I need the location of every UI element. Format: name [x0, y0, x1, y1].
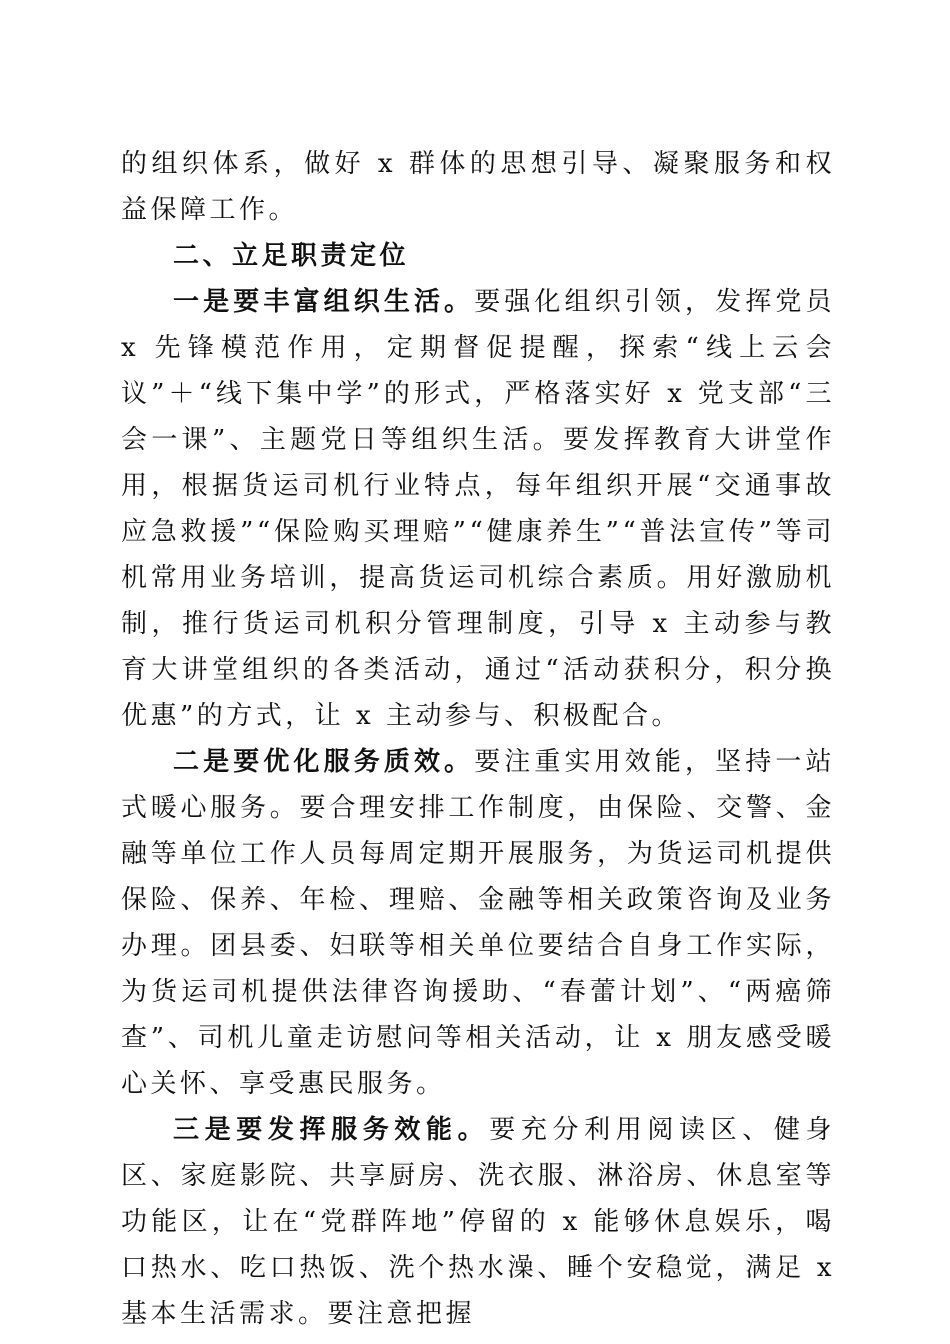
section-heading: 二、立足职责定位	[173, 241, 410, 271]
paragraph-lead: 二是要优化服务质效。	[173, 747, 475, 777]
document-body	[121, 141, 835, 1337]
paragraph-lead: 一是要丰富组织生活。	[173, 287, 475, 317]
body-paragraph-1	[121, 279, 835, 739]
paragraph-text: 要充分利用阅读区、健身区、家庭影院、共享厨房、洗衣服、淋浴房、休息室等功能区，让在“党群阵地”停留的 x 能够休息娱乐，喝口热水、吃口热饭、洗个热水澡、睡个安稳觉，满足 x 基本生活需求。要注意把握	[121, 1115, 835, 1329]
body-paragraph-2	[121, 739, 835, 1107]
body-paragraph-3	[121, 1107, 835, 1337]
continuation-paragraph: 的组织体系，做好 x 群体的思想引导、凝聚服务和权益保障工作。	[121, 149, 835, 225]
paragraph-lead: 三是要发挥服务效能。	[173, 1115, 490, 1145]
paragraph-text: 要注重实用效能，坚持一站式暖心服务。要合理安排工作制度，由保险、交警、金融等单位工作人员每周定期开展服务，为货运司机提供保险、保养、年检、理赔、金融等相关政策咨询及业务办理。团县委、妇联等相关单位要结合自身工作实际，为货运司机提供法律咨询援助、“春蕾计划”、“两癌筛查”、司机儿童走访慰问等相关活动，让 x 朋友感受暖心关怀、享受惠民服务。	[121, 747, 835, 1099]
paragraph-text: 要强化组织引领，发挥党员 x 先锋模范作用，定期督促提醒，探索“线上云会议”＋“线下集中学”的形式，严格落实好 x 党支部“三会一课”、主题党日等组织生活。要发挥教育大讲堂作用，根据货运司机行业特点，每年组织开展“交通事故应急救援”“保险购买理赔”“健康养生”“普法宣传”等司机常用业务培训，提高货运司机综合素质。用好激励机制，推行货运司机积分管理制度，引导 x 主动参与教育大讲堂组织的各类活动，通过“活动获积分，积分换优惠”的方式，让 x 主动参与、积极配合。	[121, 287, 835, 731]
